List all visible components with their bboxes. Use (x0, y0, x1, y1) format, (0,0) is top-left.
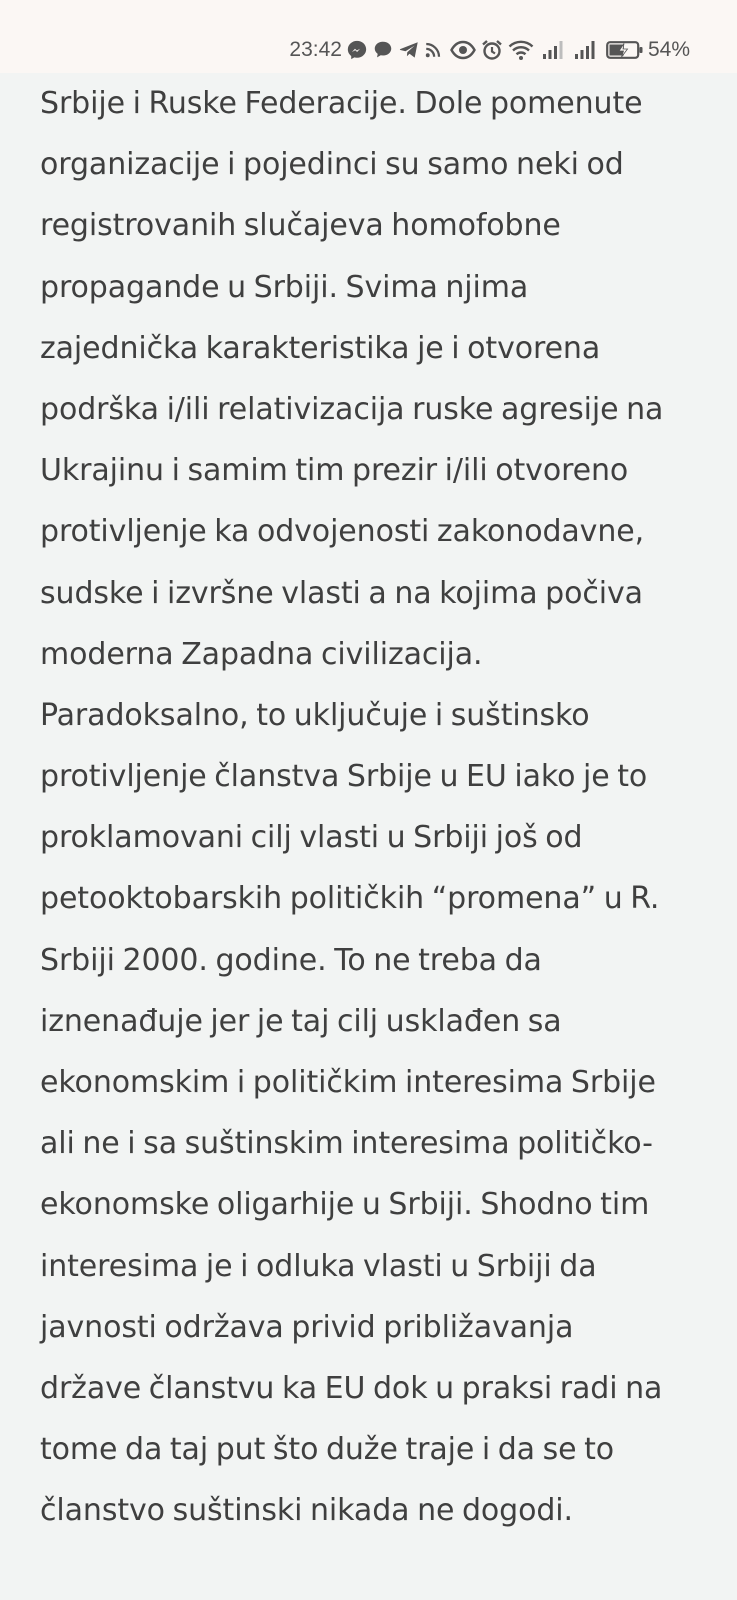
article-text-line: Srbiji 2000. godine. To ne treba da (40, 942, 542, 978)
wifi-icon (508, 39, 534, 61)
article-text-line: protivljenje članstva Srbije u EU iako je to (40, 759, 648, 795)
article-text-line: ekonomskim i političkim interesima Srbije (40, 1065, 656, 1100)
battery-icon (606, 40, 644, 60)
article-text-line: interesima je i odluka vlasti u Srbiji da (40, 1248, 597, 1284)
clock: 23:42 (289, 38, 342, 61)
article-text-line: ali ne i sa suštinskim interesima političko- (40, 1126, 653, 1162)
chat-icon (372, 39, 394, 61)
article-body (40, 73, 705, 1542)
status-icons (289, 36, 690, 64)
article-text-line: podrška i/ili relativizacija ruske agresije na (40, 391, 664, 427)
article-text-line: iznenađuje jer je taj cilj usklađen sa (40, 1003, 562, 1039)
article-text-line: registrovanih slučajeva homofobne (40, 208, 561, 244)
article-text-line: Paradoksalno, to uključuje i suštinsko (40, 697, 590, 733)
article-text-line: tome da taj put što duže traje i da se to (40, 1432, 615, 1468)
signal-icon (542, 40, 566, 60)
signal-icon (574, 40, 598, 60)
article-text-line: ekonomske oligarhije u Srbiji. Shodno tim (40, 1187, 650, 1223)
article-text-line: javnosti održava privid približavanja (40, 1309, 574, 1345)
article-text-line: sudske i izvršne vlasti a na kojima počiva (40, 575, 643, 611)
article-text-line: petooktobarskih političkih “promena” u R. (40, 881, 660, 917)
article-text-line: Srbije i Ruske Federacije. Dole pomenute (40, 86, 643, 121)
telegram-icon (398, 39, 420, 61)
article-text-line: moderna Zapadna civilizacija. (40, 636, 483, 672)
article-text-line: Ukrajinu i samim tim prezir i/ili otvoreno (40, 453, 629, 489)
article-text-line: države članstvu ka EU dok u praksi radi na (40, 1370, 663, 1406)
battery-percent: 54% (647, 38, 690, 61)
messenger-icon (346, 39, 368, 61)
article-text-line: protivljenje ka odvojenosti zakonodavne, (40, 514, 645, 550)
article-text-line: organizacije i pojedinci su samo neki od (40, 147, 624, 183)
article-text-line: zajednička karakteristika je i otvorena (40, 330, 601, 366)
article-text-line: proklamovani cilj vlasti u Srbiji još od (40, 820, 583, 856)
status-bar (0, 0, 737, 73)
alarm-icon (480, 38, 504, 62)
rss-icon (424, 41, 442, 59)
eye-icon (450, 39, 476, 61)
article-text-line: propagande u Srbiji. Svima njima (40, 269, 529, 305)
article-text-line: članstvo suštinski nikada ne dogodi. (40, 1493, 573, 1529)
